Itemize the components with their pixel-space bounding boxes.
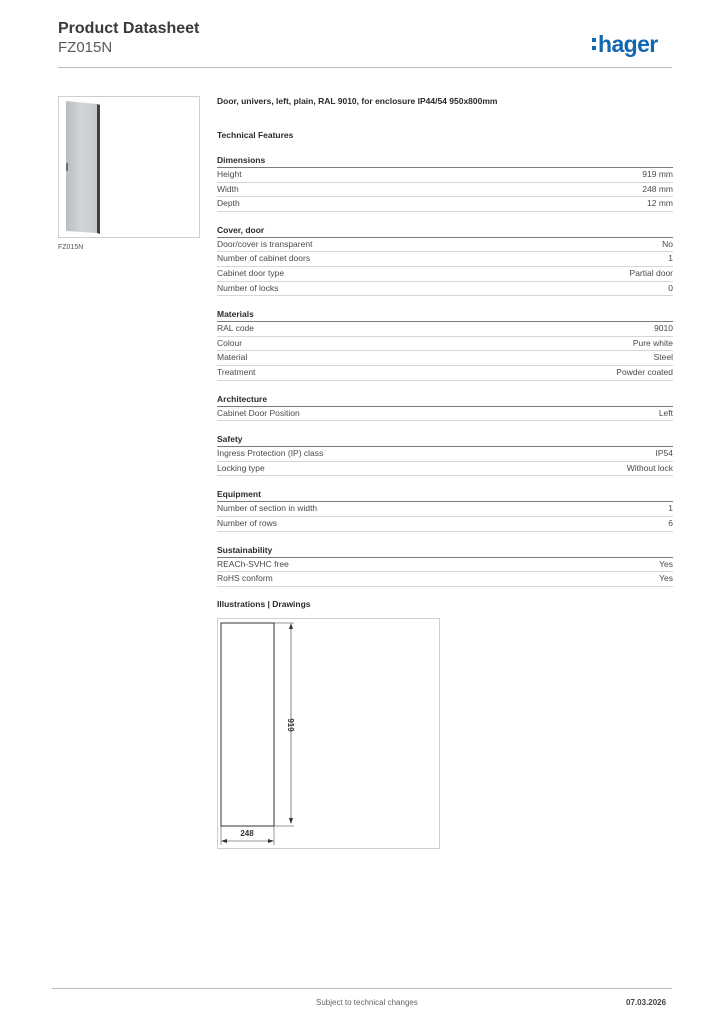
feature-value: IP54 xyxy=(655,448,673,459)
footer-date: 07.03.2026 xyxy=(626,998,667,1007)
feature-row xyxy=(217,197,673,212)
feature-groups xyxy=(217,154,673,587)
feature-row xyxy=(217,447,673,462)
illustrations-heading: Illustrations | Drawings xyxy=(217,599,311,609)
feature-row xyxy=(217,238,673,253)
technical-features-heading: Technical Features xyxy=(217,130,294,140)
image-caption: FZ015N xyxy=(58,244,84,251)
feature-value: No xyxy=(662,238,673,249)
product-image xyxy=(58,96,200,238)
feature-value: Powder coated xyxy=(616,366,673,377)
feature-label: Ingress Protection (IP) class xyxy=(217,448,324,459)
product-code: FZ015N xyxy=(58,39,113,56)
feature-row xyxy=(217,168,673,183)
group-title: Cover, door xyxy=(217,224,673,238)
feature-label: Door/cover is transparent xyxy=(217,238,313,249)
brand-name: hager xyxy=(598,30,658,57)
feature-label: Locking type xyxy=(217,462,265,473)
group-title: Materials xyxy=(217,308,673,322)
datasheet-main xyxy=(217,96,673,587)
feature-value: 248 mm xyxy=(642,183,673,194)
feature-row xyxy=(217,572,673,587)
feature-value: 12 mm xyxy=(647,198,673,209)
product-description: Door, univers, left, plain, RAL 9010, for enclosure IP44/54 950x800mm xyxy=(217,96,498,106)
feature-value: Yes xyxy=(659,558,673,569)
feature-row xyxy=(217,462,673,477)
feature-label: Number of section in width xyxy=(217,503,318,514)
feature-value: 9010 xyxy=(654,323,673,334)
feature-row xyxy=(217,407,673,422)
feature-row xyxy=(217,183,673,198)
feature-group xyxy=(217,393,673,422)
feature-value: 1 xyxy=(668,503,673,514)
group-title: Dimensions xyxy=(217,154,673,168)
group-title: Safety xyxy=(217,433,673,447)
feature-value: 6 xyxy=(668,517,673,528)
feature-row xyxy=(217,502,673,517)
feature-value: Partial door xyxy=(629,267,673,278)
logo-dots-icon xyxy=(592,38,596,50)
feature-group xyxy=(217,224,673,296)
feature-value: Steel xyxy=(653,352,673,363)
drawing-door-outline xyxy=(221,623,274,826)
feature-row xyxy=(217,366,673,381)
width-dimension-label: 248 xyxy=(240,829,254,838)
feature-group xyxy=(217,308,673,380)
feature-value: 1 xyxy=(668,253,673,264)
group-title: Sustainability xyxy=(217,544,673,558)
footer-divider xyxy=(52,988,672,989)
feature-value: 0 xyxy=(668,282,673,293)
feature-label: Cabinet door type xyxy=(217,267,285,278)
feature-label: Material xyxy=(217,352,248,363)
feature-value: Yes xyxy=(659,573,673,584)
feature-row xyxy=(217,517,673,532)
feature-label: Depth xyxy=(217,198,240,209)
technical-drawing xyxy=(217,618,440,849)
header-divider xyxy=(58,67,672,68)
feature-row xyxy=(217,267,673,282)
footer-note: Subject to technical changes xyxy=(316,998,418,1007)
feature-label: RAL code xyxy=(217,323,255,334)
feature-value: 919 mm xyxy=(642,169,673,179)
feature-row xyxy=(217,351,673,366)
brand-logo xyxy=(592,29,658,59)
feature-label: Number of cabinet doors xyxy=(217,253,311,264)
group-title: Equipment xyxy=(217,488,673,502)
feature-label: RoHS conform xyxy=(217,573,273,584)
feature-row xyxy=(217,252,673,267)
feature-group xyxy=(217,433,673,476)
feature-label: REACh-SVHC free xyxy=(217,558,289,569)
feature-group xyxy=(217,488,673,531)
feature-value: Left xyxy=(658,407,673,418)
page-title: Product Datasheet xyxy=(58,20,200,37)
feature-row xyxy=(217,282,673,297)
feature-label: Number of locks xyxy=(217,282,279,293)
feature-row xyxy=(217,337,673,352)
door-product-icon xyxy=(59,97,200,238)
feature-group xyxy=(217,154,673,212)
feature-value: Pure white xyxy=(632,337,673,348)
height-dimension-label: 919 xyxy=(286,718,295,732)
feature-row xyxy=(217,322,673,337)
feature-label: Height xyxy=(217,169,242,179)
feature-label: Width xyxy=(217,183,239,194)
feature-label: Cabinet Door Position xyxy=(217,407,300,418)
feature-row xyxy=(217,558,673,573)
group-title: Architecture xyxy=(217,393,673,407)
feature-group xyxy=(217,544,673,587)
feature-label: Treatment xyxy=(217,366,256,377)
feature-value: Without lock xyxy=(626,462,673,473)
feature-label: Colour xyxy=(217,337,243,348)
feature-label: Number of rows xyxy=(217,517,277,528)
